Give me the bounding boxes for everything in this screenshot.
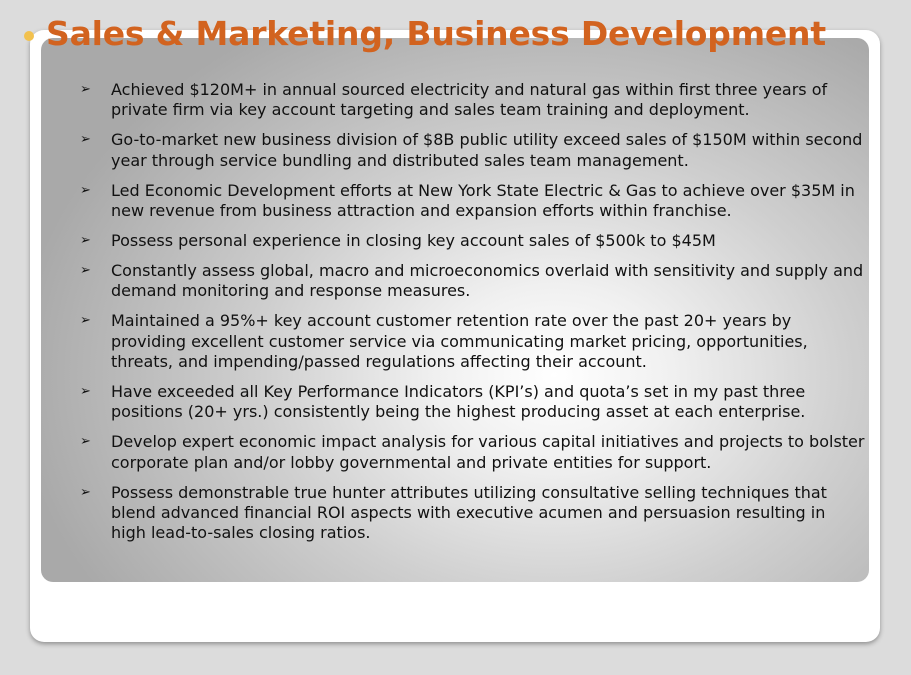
- bullet-text: Have exceeded all Key Performance Indicators (KPI’s) and quota’s set in my past three positions (20+ yrs.) consistently being the highest producing asset at each enterprise.: [111, 381, 806, 422]
- bullet-item: [80, 231, 865, 251]
- bullet-item: [80, 432, 865, 473]
- title-bullet-dot: [24, 31, 34, 41]
- arrow-bullet-icon: ➢: [80, 383, 91, 399]
- arrow-bullet-icon: ➢: [80, 434, 91, 450]
- bullet-item: [80, 483, 865, 544]
- bullet-text: Maintained a 95%+ key account customer retention rate over the past 20+ years by providing excellent customer service via communicating market pricing, opportunities, threats, and impending/passed regulations affecting their account.: [111, 311, 808, 371]
- bullet-text: Go-to-market new business division of $8B public utility exceed sales of $150M within second year through service bundling and distributed sales team management.: [111, 130, 863, 170]
- arrow-bullet-icon: ➢: [80, 484, 91, 500]
- bullet-item: [80, 261, 865, 302]
- arrow-bullet-icon: ➢: [80, 313, 91, 329]
- arrow-bullet-icon: ➢: [80, 132, 91, 148]
- bullet-item: [80, 311, 865, 372]
- arrow-bullet-icon: ➢: [80, 82, 91, 97]
- bullet-text: Possess personal experience in closing key account sales of $500k to $45M: [111, 230, 716, 250]
- bullet-item: [80, 80, 865, 121]
- arrow-bullet-icon: ➢: [80, 262, 91, 278]
- bullet-list: [80, 80, 865, 553]
- slide-title: Sales & Marketing, Business Development: [46, 14, 826, 53]
- bullet-text: Develop expert economic impact analysis for various capital initiatives and projects to bolster corporate plan and/or lobby governmental and private entities for support.: [111, 432, 865, 472]
- bullet-text: Achieved $120M+ in annual sourced electricity and natural gas within first three years of private firm via key account targeting and sales team training and deployment.: [111, 80, 828, 120]
- bullet-item: [80, 181, 865, 222]
- arrow-bullet-icon: ➢: [80, 232, 91, 248]
- bullet-text: Constantly assess global, macro and microeconomics overlaid with sensitivity and supply and demand monitoring and response measures.: [111, 260, 864, 301]
- bullet-item: [80, 130, 865, 171]
- arrow-bullet-icon: ➢: [80, 182, 91, 198]
- bullet-item: [80, 382, 865, 423]
- bullet-text: Possess demonstrable true hunter attributes utilizing consultative selling techniques that blend advanced financial ROI aspects with executive acumen and persuasion resulting in high lead-to-sales closing ratios.: [111, 482, 827, 543]
- bullet-text: Led Economic Development efforts at New York State Electric & Gas to achieve over $35M in new revenue from business attraction and expansion efforts within franchise.: [111, 180, 855, 221]
